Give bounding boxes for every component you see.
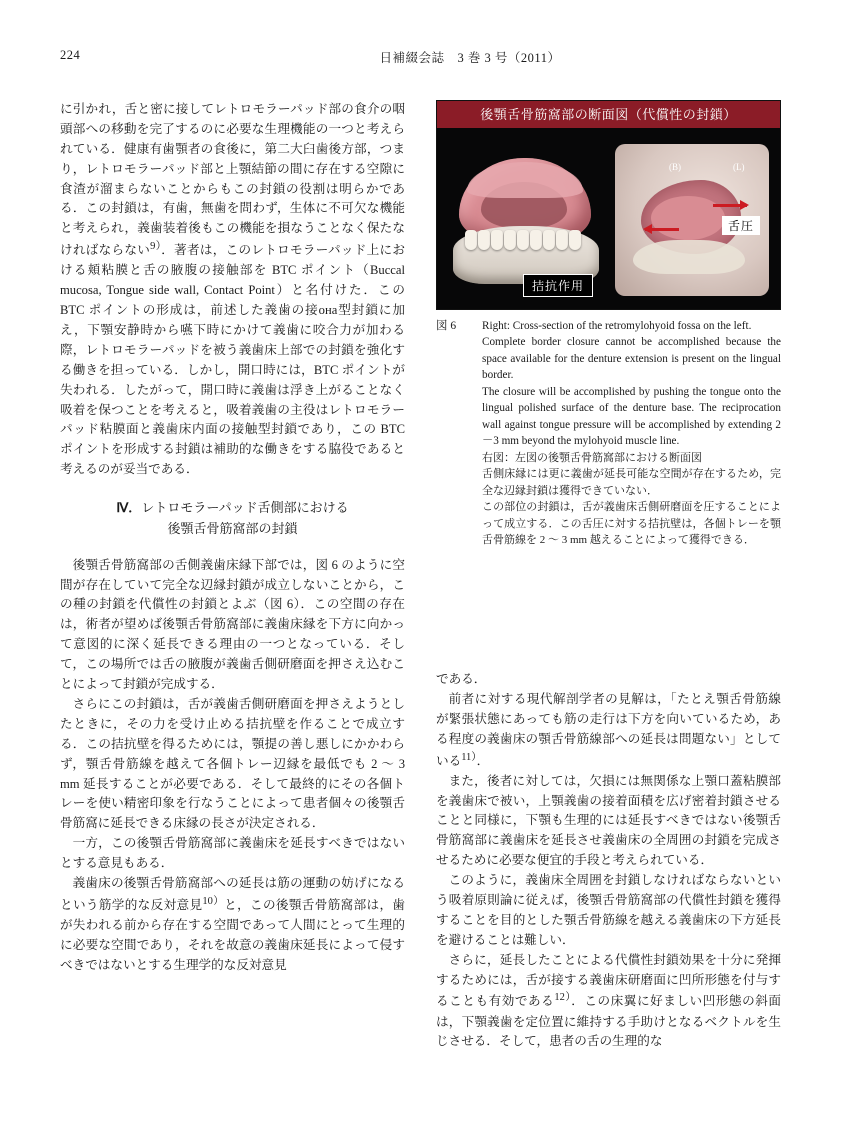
paragraph-text: さらに，延長したことによる代償性封鎖効果を十分に発揮するためには，舌が接する義歯床研磨面に凹所形態を付与することも有効である bbox=[436, 952, 781, 1009]
paragraph: である． bbox=[436, 672, 487, 686]
paragraph: さらにこの封鎖は，舌が義歯舌側研磨面を押さえようとしたときに，その力を受け止める拮抗壁を作ることで成立する．この拮抗壁を得るためには，顎提の善し悪しにかかわらず，顎舌骨筋線を越えて各個トレー辺縁を最低でも 2 〜 3 mm 延長することが必要である．そして最終的にその各個トレーを使い精密印象を行なうことによって患者個々の後顎舌骨筋窩に延長できる床縁の長さが決定される． bbox=[60, 696, 405, 831]
figure-6 bbox=[436, 100, 781, 549]
paragraph: また，後者に対しては，欠損には無関係な上顎口蓋粘膜部を義歯床で被い，上顎義歯の接着面積を広げ密着封鎖させることと同様に，下顎も生理的には延長すべきではない後顎舌骨筋窩部に義歯床を延長させ義歯床の全周囲の封鎖を完成させるために必要な便宜的手段と考えられている． bbox=[436, 773, 781, 868]
caption-en-line3: The closure will be accomplished by pushing the tongue onto the lingual polished surface of the denture base. The reciprocation wall against tongue pressure will be accomplished by extending 2－3 mm beyond the mylohyoid muscle line. bbox=[482, 385, 781, 448]
tongue-pressure-arrow bbox=[713, 204, 747, 207]
reference-superscript: 9） bbox=[150, 241, 162, 253]
artificial-teeth bbox=[465, 230, 585, 256]
paragraph bbox=[60, 100, 405, 480]
paragraph-text-cont: と，この後顎舌骨筋窩部は，歯が失われる前から存在する空間であって人間にとって生理的に必要な空間であり，それを故意の義歯床延長によって侵すべきではないとする生理学的な反対意見 bbox=[60, 898, 406, 972]
paragraph-text: に引かれ，舌と密に接してレトロモラーパッド部の食介の咽頭部への移動を完了するのに必要な生理機能の一つと考えられている．健康有歯顎者の食後に，第二大臼歯後方部，つまり，レトロモラーパッド部と上顎結節の間に存在する空隙に食渣が溜まらないことからもこの封鎖の役割は明らかである．この封鎖は，有歯，無歯を問わず，生体に不可欠な機能と考えられ，義歯装着後もこの機能を損なうことなく保たなければならない bbox=[60, 102, 406, 258]
reference-superscript: 10） bbox=[202, 895, 225, 907]
section-heading-line1 bbox=[60, 498, 405, 519]
tongue bbox=[651, 196, 725, 240]
caption-jp-line1: 右図：左図の後顎舌骨筋窩部における断面図 bbox=[482, 451, 702, 464]
page-number: 224 bbox=[60, 48, 81, 62]
section-heading-text1: レトロモラーパッド舌側部における bbox=[141, 500, 349, 516]
reciprocation-arrow bbox=[645, 228, 679, 231]
caption-en-line1: Right: Cross-section of the retromylohyoid fossa on the left. bbox=[482, 320, 752, 332]
paragraph-text: 義歯床の後顎舌骨筋窩部への延長は筋の運動の妨げになるという筋学的な反対意見 bbox=[60, 875, 405, 913]
tongue-pressure-label: 舌圧 bbox=[722, 216, 760, 235]
section-heading bbox=[60, 498, 405, 540]
figure-label: 図 6 bbox=[436, 320, 457, 332]
reference-superscript: 12） bbox=[554, 992, 572, 1004]
denture-cast-illustration bbox=[451, 152, 601, 292]
figure-photo-area bbox=[437, 128, 780, 310]
figure-banner-title: 後顎舌骨筋窩部の断面図（代償性の封鎖） bbox=[437, 101, 780, 128]
reciprocation-label: 拮抗作用 bbox=[523, 274, 593, 297]
mandible-bone bbox=[633, 240, 745, 274]
caption-jp-line3: この部位の封鎖は，舌が義歯床舌側研磨面を圧することによって成立する．この舌圧に対する拮抗壁は，各個トレーを顎舌骨筋線を 2 〜 3 mm 越えることによって獲得できる． bbox=[482, 501, 781, 547]
paragraph: 一方，この後顎舌骨筋窩部に義歯床を延長すべきではないとする意見もある． bbox=[60, 836, 405, 871]
reference-superscript: 11） bbox=[461, 751, 477, 763]
paragraph bbox=[436, 951, 781, 1053]
denture-ridge bbox=[467, 162, 583, 198]
section-number: Ⅳ． bbox=[116, 500, 142, 516]
left-column bbox=[60, 100, 405, 976]
caption-jp-line2: 舌側床縁には更に義歯が延長可能な空間が存在するため，完全な辺縁封鎖は獲得できていない． bbox=[482, 468, 781, 497]
caption-en-line2: Complete border closure cannot be accomplished because the space available for the denture extension is present on the lingual border. bbox=[482, 336, 781, 382]
right-column bbox=[436, 670, 781, 1052]
paragraph-text: 前者に対する現代解剖学者の見解は，「たとえ顎舌骨筋線が緊張状態にあっても筋の走行は下方を向いているため，ある程度の義歯床の顎舌骨筋線部への延長は問題ない」としている bbox=[436, 691, 781, 768]
paragraph bbox=[436, 690, 781, 772]
paragraph-text-cont: ． bbox=[476, 753, 490, 768]
figure-image bbox=[436, 100, 781, 310]
paragraph: 後顎舌骨筋窩部の舌側義歯床縁下部では，図 6 のように空間が存在していて完全な辺縁封鎖が成立しないことから，この種の封鎖を代償性の封鎖とよぶ（図 6）．この空間の存在は，術者が望めば後顎舌骨筋窩部に義歯床縁を下方に向かって意図的に深く延長できる理由の一つとなっている．そして，この場所では舌の腋腹が義歯舌側研磨面を押さえ込むことによって封鎖が完成する． bbox=[60, 557, 405, 692]
figure-caption bbox=[436, 318, 781, 549]
paragraph: このように，義歯床全周囲を封鎖しなければならないという吸着原則論に従えば，後顎舌骨筋窩部の代償性封鎖を獲得することを目的とした顎舌骨筋線を越える義歯床の下方延長を避けることは難しい． bbox=[436, 873, 781, 947]
paragraph-text-cont: ．著者は，このレトロモラーパッド上における頬粘膜と舌の腋腹の接触部を BTC ポイント（Buccal mucosa, Tongue side wall, Contact Point）と名付けた．この BTC ポイントの形成は，前述した義歯の接она型封鎖に加え，下顎安静時から嚥下時にかけて義歯に咬合力が加わる際，レトロモラーパッドを被う義歯床上部での封鎖を強化する働きを担っている．しかし，開口時には，BTC ポイントが失われる．したがって，開口時に義歯は浮き上がることなく吸着を保つことを考えると，吸着義歯の主役はレトロモラーパッド粘膜面と義歯床内面の接触型封鎖であり，この BTC ポイントを形成する封鎖は補助的な働きをする脇役であると考えるのが妥当である． bbox=[60, 243, 406, 477]
page-header bbox=[60, 48, 780, 68]
section-heading-line2: 後顎舌骨筋窩部の封鎖 bbox=[167, 520, 298, 536]
journal-title: 日補綴会誌 3 巻 3 号（2011） bbox=[379, 51, 561, 65]
lingual-label: (L) bbox=[733, 162, 745, 172]
paragraph-text-cont: ．この床翼に好ましい凹形態の斜面は，下顎義歯を定位置に維持する手助けとなるベクトルを生じさせる．そして，患者の舌の生理的な bbox=[436, 994, 782, 1049]
paragraph bbox=[60, 874, 405, 976]
buccal-label: (B) bbox=[669, 162, 681, 172]
